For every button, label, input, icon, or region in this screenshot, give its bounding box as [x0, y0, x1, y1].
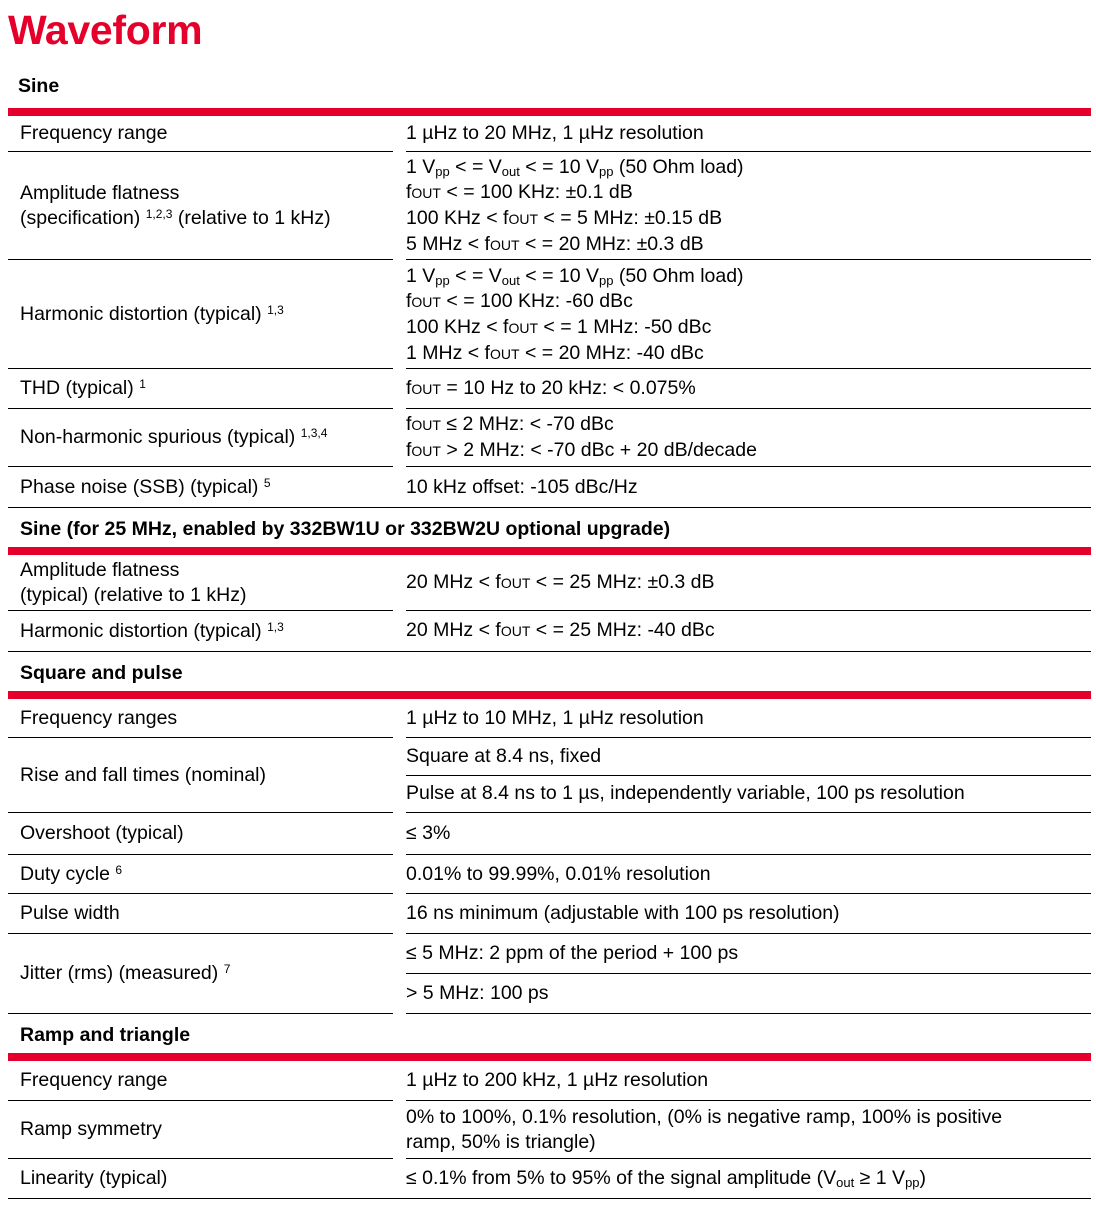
row-label: Frequency range [8, 116, 393, 152]
value-line [406, 264, 1091, 289]
value-line [406, 232, 1091, 258]
value-line [406, 315, 1091, 341]
table-row [8, 699, 1091, 738]
row-label: THD (typical) $^1$ [8, 369, 393, 409]
table-row [8, 1101, 1091, 1159]
row-label: Harmonic distortion (typical) $^{1,3}$ [8, 611, 393, 652]
value-text: ≤ 0.1% from 5% to 95% of the signal amplitude (Vout ≥ 1 Vpp) [406, 1167, 927, 1190]
value-text: fOUT < = 100 KHz: -60 dBc [406, 289, 633, 312]
value-text: 20 MHz < fOUT < = 25 MHz: -40 dBc [406, 619, 715, 641]
table-row [8, 934, 1091, 1014]
row-label: Frequency ranges [8, 699, 393, 738]
value-line: Pulse at 8.4 ns to 1 µs, independently variable, 100 ps resolution [406, 782, 965, 805]
value-line [406, 289, 1091, 315]
row-label: Linearity (typical) [8, 1159, 393, 1199]
section-heading-sine-25mhz: Sine (for 25 MHz, enabled by 332BW1U or 332BW2U optional upgrade) [8, 508, 1091, 555]
row-value [406, 555, 1091, 611]
value-line [406, 206, 1091, 232]
table-row [8, 738, 1091, 813]
value-line [406, 180, 1091, 206]
value-text: 20 MHz < fOUT < = 25 MHz: ±0.3 dB [406, 570, 715, 593]
value-line [406, 155, 1091, 180]
section-heading-square-pulse: Square and pulse [8, 652, 1091, 699]
row-label: Overshoot (typical) [8, 813, 393, 855]
row-label: Ramp symmetry [8, 1101, 393, 1159]
value-text: 1 MHz < fOUT < = 20 MHz: -40 dBc [406, 341, 704, 364]
value-text: fOUT = 10 Hz to 20 kHz: < 0.075% [406, 376, 696, 399]
row-label: Amplitude flatness (specification) $^{1,2,3}$ (relative to 1 kHz) [8, 152, 393, 260]
row-label: Harmonic distortion (typical) $^{1,3}$ [8, 260, 393, 369]
value-text: fOUT < = 100 KHz: ±0.1 dB [406, 181, 633, 203]
spec-table [8, 65, 1091, 1199]
row-value: 1 µHz to 10 MHz, 1 µHz resolution [406, 699, 1091, 738]
table-row [8, 813, 1091, 855]
row-value [406, 369, 1091, 409]
table-row [8, 1159, 1091, 1199]
value-line: > 5 MHz: 100 ps [406, 982, 549, 1004]
row-label: Duty cycle $^6$ [8, 855, 393, 894]
table-row [8, 260, 1091, 369]
row-label: Pulse width [8, 894, 393, 934]
footnote-ref: 1 [139, 377, 146, 391]
page-title: Waveform [8, 7, 203, 53]
row-label: Amplitude flatness (typical) (relative to 1 kHz) [8, 555, 393, 611]
value-text: 5 MHz < fOUT < = 20 MHz: ±0.3 dB [406, 233, 704, 255]
row-label: Non-harmonic spurious (typical) $^{1,3,4}$ [8, 409, 393, 467]
footnote-ref: 7 [223, 962, 231, 976]
value-line [406, 438, 1091, 464]
row-label: Frequency range [8, 1061, 393, 1101]
value-text: 100 KHz < fOUT < = 1 MHz: -50 dBc [406, 315, 712, 338]
value-text: 1 Vpp < = Vout < = 10 Vpp (50 Ohm load) [406, 156, 744, 179]
row-value: 0.01% to 99.99%, 0.01% resolution [406, 855, 1091, 894]
row-label: Rise and fall times (nominal) [8, 738, 393, 813]
table-row [8, 611, 1091, 652]
table-row [8, 1061, 1091, 1101]
value-line [406, 341, 1091, 367]
row-value: 1 µHz to 200 kHz, 1 µHz resolution [406, 1061, 1091, 1101]
table-row [8, 409, 1091, 467]
footnote-ref: 1,3 [267, 619, 284, 634]
section-heading-ramp-triangle: Ramp and triangle [8, 1014, 1091, 1061]
table-row [8, 467, 1091, 508]
table-row [8, 555, 1091, 611]
footnote-ref: 1,3,4 [300, 426, 328, 440]
row-value [406, 738, 1091, 813]
value-text: 100 KHz < fOUT < = 5 MHz: ±0.15 dB [406, 207, 723, 229]
row-value [406, 409, 1091, 467]
value-text: fOUT ≤ 2 MHz: < -70 dBc [406, 412, 614, 435]
row-value [393, 1159, 1091, 1199]
table-row [8, 116, 1091, 152]
row-value: 0% to 100%, 0.1% resolution, (0% is negative ramp, 100% is positive ramp, 50% is triangle) [406, 1101, 1091, 1159]
table-row [8, 855, 1091, 894]
footnote-ref: 1,2,3 [145, 206, 173, 221]
value-line [406, 412, 1091, 438]
table-row [8, 152, 1091, 260]
row-value: ≤ 3% [406, 813, 1091, 855]
row-value [406, 260, 1091, 369]
row-value: 10 kHz offset: -105 dBc/Hz [393, 467, 1091, 508]
row-value [393, 611, 1091, 652]
footnote-ref: 1,3 [267, 302, 284, 317]
row-value [406, 934, 1091, 1014]
value-text: fOUT > 2 MHz: < -70 dBc + 20 dB/decade [406, 438, 757, 461]
value-text: 1 Vpp < = Vout < = 10 Vpp (50 Ohm load) [406, 264, 744, 288]
row-value: 1 µHz to 20 MHz, 1 µHz resolution [406, 116, 1091, 152]
table-row [8, 369, 1091, 409]
table-row [8, 894, 1091, 934]
row-value: 16 ns minimum (adjustable with 100 ps resolution) [406, 894, 1091, 934]
row-label: Phase noise (SSB) (typical) $^5$ [8, 467, 393, 508]
row-value [406, 152, 1091, 260]
value-line: Square at 8.4 ns, fixed [406, 738, 1091, 776]
footnote-ref: 5 [263, 475, 271, 490]
section-heading-sine: Sine [8, 65, 1091, 116]
row-label: Jitter (rms) (measured) $^7$ [8, 934, 393, 1014]
value-line: ≤ 5 MHz: 2 ppm of the period + 100 ps [406, 934, 1091, 974]
footnote-ref: 6 [115, 862, 123, 877]
